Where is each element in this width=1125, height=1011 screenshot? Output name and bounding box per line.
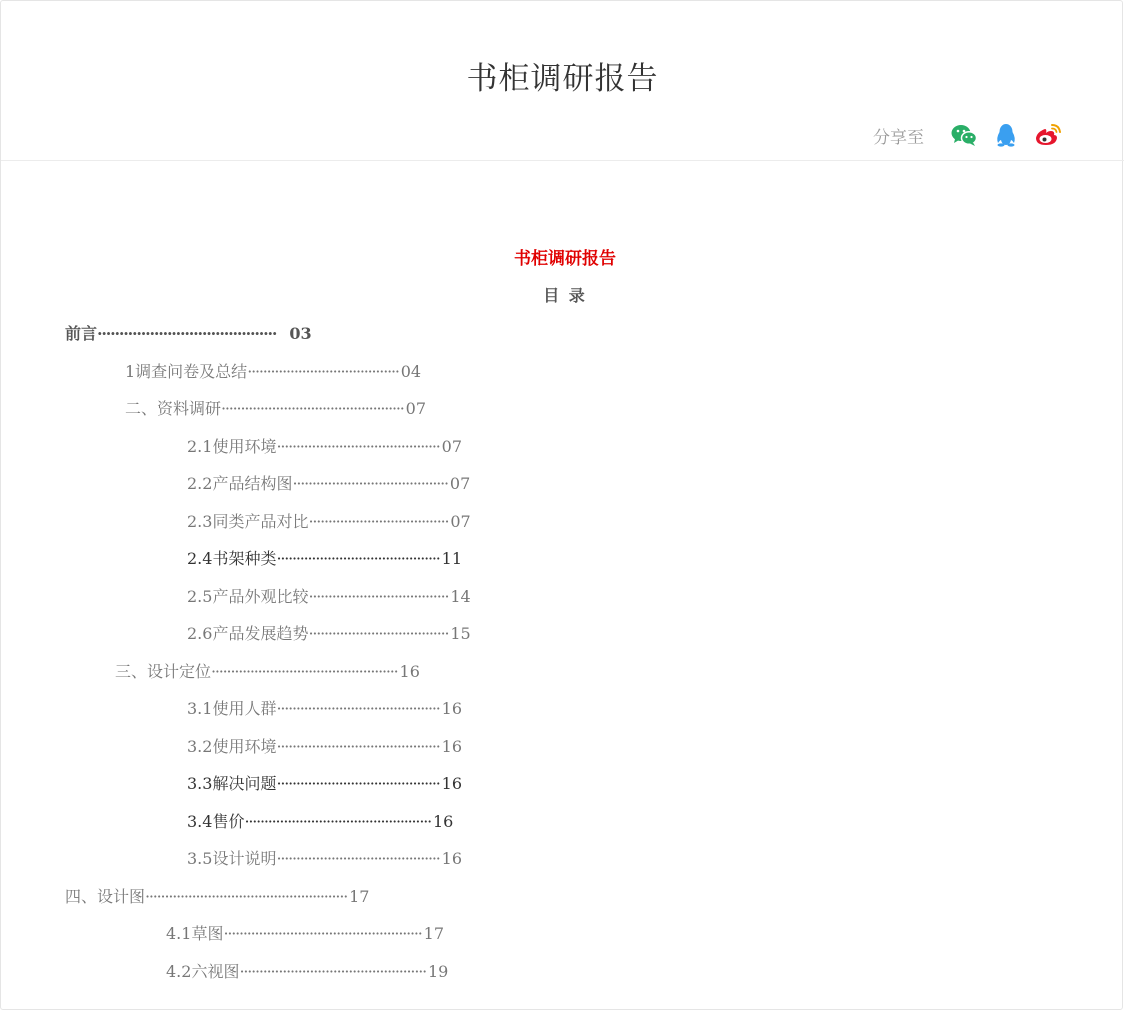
wechat-icon[interactable] <box>950 122 978 148</box>
toc-entry-2-6[interactable] <box>187 621 471 644</box>
toc-entry-3-5[interactable] <box>187 846 462 869</box>
toc-entry-page: 07 <box>450 512 471 531</box>
toc-entry-label: 2.4书架种类 <box>187 549 277 568</box>
toc-entry-3-3[interactable] <box>187 771 462 794</box>
toc-entry-drawings[interactable] <box>65 884 369 907</box>
toc-entry-dots: ······································· <box>247 362 399 381</box>
toc-entry-2-2[interactable] <box>187 471 470 494</box>
toc-entry-label: 前言 <box>65 324 98 343</box>
toc-entry-page: 04 <box>400 362 422 381</box>
toc-entry-3-2[interactable] <box>187 734 462 757</box>
toc-heading: 目 录 <box>543 286 587 305</box>
toc-entry-label: 2.2产品结构图 <box>187 474 293 493</box>
toc-entry-page: 07 <box>441 437 463 456</box>
toc-entry-label: 3.4售价 <box>187 812 245 831</box>
article-header <box>1 1 1124 161</box>
toc-entry-dots: ··················································· <box>223 924 422 943</box>
toc-entry-dots: ·········································· <box>276 549 440 568</box>
toc-entry-dots: ·········································· <box>276 774 440 793</box>
toc-entry-2-1[interactable] <box>187 434 462 457</box>
toc-entry-dots: ················································ <box>211 662 398 681</box>
toc-entry-label: 3.2使用环境 <box>187 737 277 756</box>
weibo-icon[interactable] <box>1034 122 1062 148</box>
toc-entry-label: 二、资料调研 <box>125 399 222 418</box>
toc-entry-page: 03 <box>278 324 312 343</box>
toc-entry-4-2[interactable] <box>166 959 448 982</box>
toc-entry-page: 07 <box>405 399 427 418</box>
qq-icon[interactable] <box>992 122 1020 148</box>
toc-entry-page: 16 <box>441 699 463 718</box>
toc-entry-label: 4.2六视图 <box>166 962 240 981</box>
toc-entry-page: 19 <box>427 962 449 981</box>
toc-entry-dots: ················································ <box>244 812 431 831</box>
toc-entry-research[interactable] <box>125 396 426 419</box>
toc-entry-label: 2.3同类产品对比 <box>187 512 309 531</box>
share-bar <box>873 121 1062 149</box>
toc-entry-dots: ·········································· <box>276 699 440 718</box>
toc-entry-label: 1调查问卷及总结 <box>125 362 248 381</box>
toc-entry-4-1[interactable] <box>166 921 444 944</box>
toc-entry-label: 2.5产品外观比较 <box>187 587 309 606</box>
document-title: 书柜调研报告 <box>514 249 616 269</box>
toc-entry-dots: ················································ <box>239 962 426 981</box>
toc-entry-survey[interactable] <box>125 359 421 382</box>
toc-entry-2-3[interactable] <box>187 509 471 532</box>
toc-entry-page: 11 <box>441 549 463 568</box>
toc-entry-3-4[interactable] <box>187 809 453 832</box>
toc-entry-page: 16 <box>399 662 420 681</box>
toc-entry-dots: ·········································· <box>276 849 440 868</box>
toc-entry-label: 三、设计定位 <box>115 662 212 681</box>
toc-entry-page: 16 <box>441 737 463 756</box>
toc-entry-dots: ···································· <box>308 587 449 606</box>
toc-entry-label: 3.5设计说明 <box>187 849 277 868</box>
toc-entry-dots: ········································ <box>292 474 448 493</box>
toc-entry-dots: ···································· <box>308 624 449 643</box>
toc-entry-dots: ·········································· <box>276 437 440 456</box>
toc-entry-page: 16 <box>441 849 463 868</box>
toc-entry-page: 16 <box>432 812 454 831</box>
toc-entry-page: 16 <box>441 774 463 793</box>
toc-entry-dots: ··············································· <box>221 399 404 418</box>
toc-entry-positioning[interactable] <box>115 659 420 682</box>
page-title: 书柜调研报告 <box>466 61 659 97</box>
toc-entry-2-5[interactable] <box>187 584 471 607</box>
toc-entry-label: 2.6产品发展趋势 <box>187 624 309 643</box>
toc-entry-dots: ·········································· <box>276 737 440 756</box>
toc-entry-preface[interactable] <box>65 321 312 344</box>
toc-entry-label: 四、设计图 <box>65 887 146 906</box>
toc-entry-label: 3.3解决问题 <box>187 774 277 793</box>
toc-entry-page: 17 <box>423 924 444 943</box>
toc-entry-label: 2.1使用环境 <box>187 437 277 456</box>
toc-entry-label: 3.1使用人群 <box>187 699 277 718</box>
toc-entry-2-4[interactable] <box>187 546 462 569</box>
toc-entry-page: 15 <box>450 624 471 643</box>
toc-entry-page: 07 <box>449 474 471 493</box>
toc-entry-label: 4.1草图 <box>166 924 224 943</box>
toc-entry-dots: ········································· <box>97 324 277 343</box>
article-body <box>1 161 1124 1011</box>
toc-entry-dots: ···································· <box>308 512 449 531</box>
toc-entry-page: 14 <box>450 587 471 606</box>
share-label: 分享至 <box>873 127 924 148</box>
toc-entry-dots: ···················································· <box>145 887 348 906</box>
toc-entry-3-1[interactable] <box>187 696 462 719</box>
toc-entry-page: 17 <box>349 887 370 906</box>
